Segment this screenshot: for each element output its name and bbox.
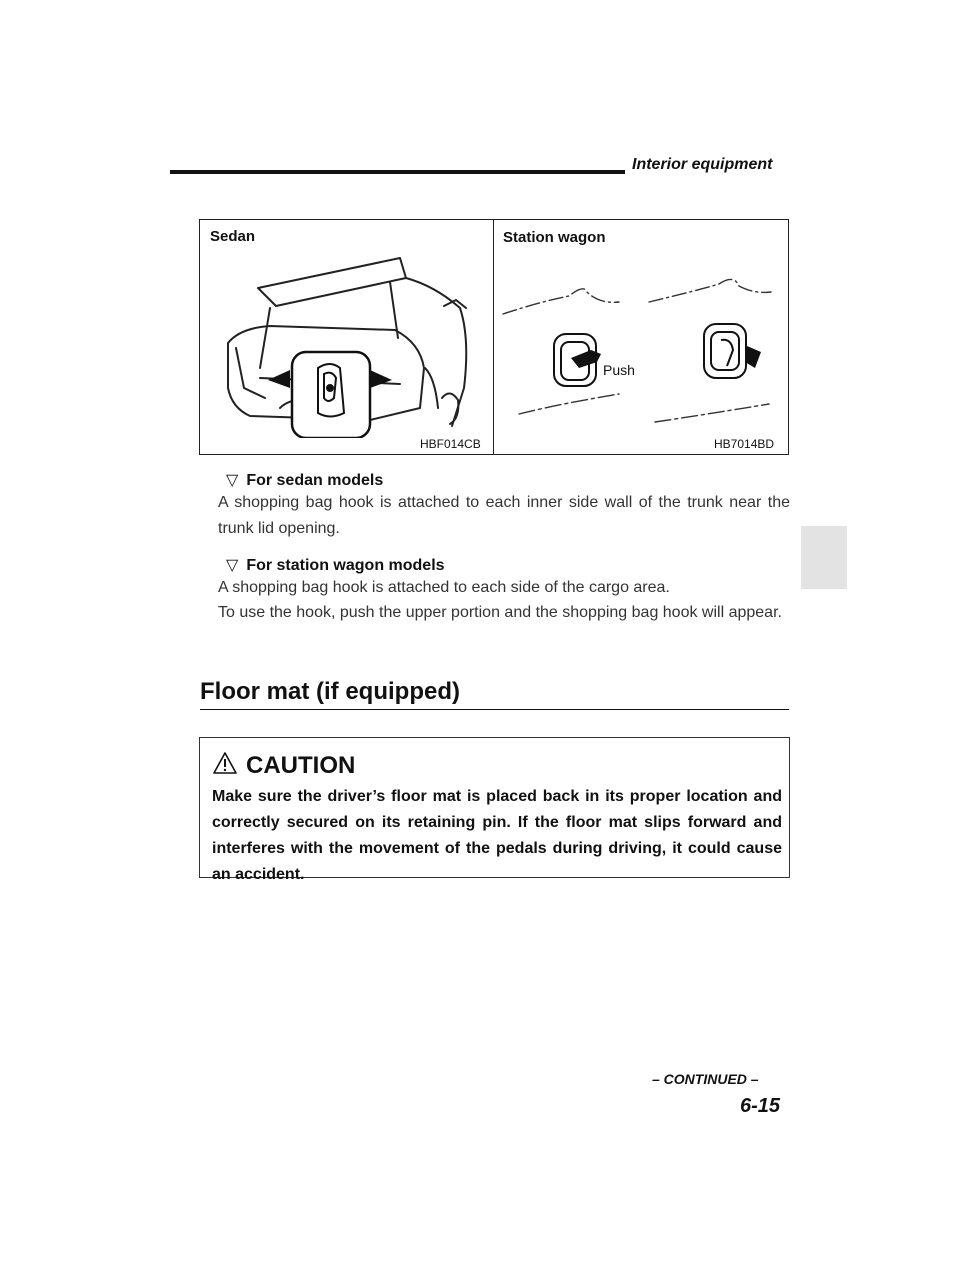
sedan-models-heading-text: For sedan models — [246, 472, 384, 489]
section-tab — [801, 526, 847, 589]
triangle-bullet-icon: ▽ — [226, 472, 239, 489]
caution-box — [199, 737, 790, 883]
wagon-models-text-1: A shopping bag hook is attached to each side of the cargo area. — [218, 579, 670, 596]
floor-mat-title: Floor mat (if equipped) — [200, 678, 460, 705]
sedan-models-text: A shopping bag hook is attached to each inner side wall of the trunk near the trunk lid opening. — [218, 494, 790, 537]
wagon-models-heading-text: For station wagon models — [246, 557, 445, 574]
figure-divider — [493, 220, 494, 454]
triangle-bullet-icon: ▽ — [226, 557, 239, 574]
section-rule — [200, 709, 789, 710]
sedan-trunk-illustration — [220, 248, 480, 438]
sedan-models-heading — [226, 470, 383, 490]
push-label: Push — [603, 362, 635, 378]
warning-triangle-icon — [212, 751, 238, 775]
page-header-title: Interior equipment — [632, 156, 773, 173]
station-wagon-label: Station wagon — [503, 229, 606, 246]
caution-text: Make sure the driver’s floor mat is placed back in its proper location and correctly secured on its retaining pin. If the floor mat slips forward and interferes with the movement of the pedals during driving, it could cause an accident. — [212, 788, 782, 883]
continued-label: – CONTINUED – — [652, 1071, 759, 1087]
wagon-models-text-2: To use the hook, push the upper portion and the shopping bag hook will appear. — [218, 604, 782, 621]
sedan-figure-code: HBF014CB — [420, 437, 481, 451]
wagon-models-heading — [226, 555, 445, 575]
wagon-figure-code: HB7014BD — [714, 437, 775, 451]
header-rule — [170, 170, 625, 174]
page-number: 6-15 — [740, 1095, 781, 1117]
hook-illustration-figure — [199, 219, 789, 455]
station-wagon-hook-illustration — [499, 254, 784, 429]
sedan-label: Sedan — [210, 228, 256, 245]
caution-title: CAUTION — [246, 752, 356, 779]
